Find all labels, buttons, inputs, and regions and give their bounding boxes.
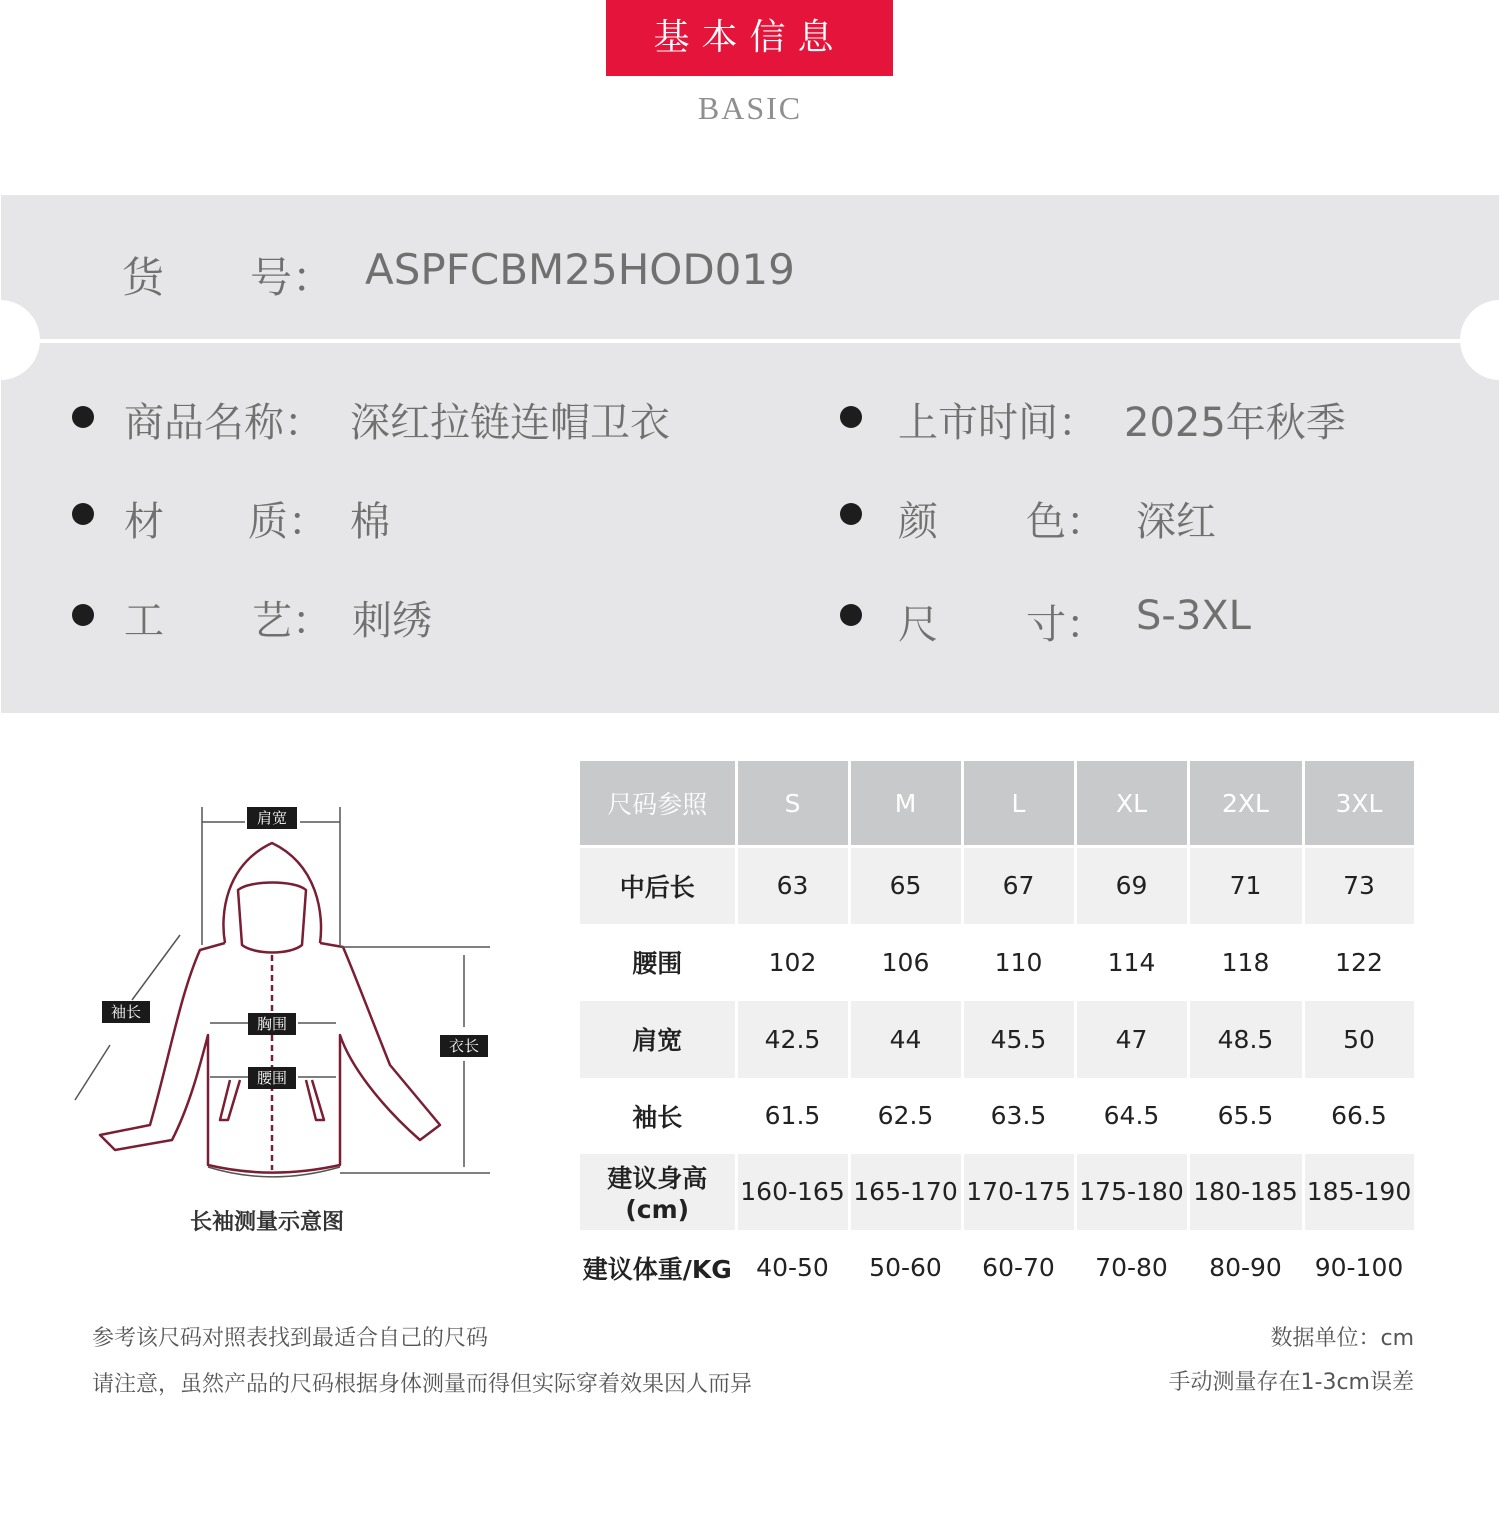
table-cell: 50-60	[849, 1230, 962, 1306]
table-cell: 160-165	[736, 1154, 849, 1230]
header-cell-reference: 尺码参照	[580, 761, 736, 847]
launch-time-label: 上市时间：	[898, 400, 1098, 446]
table-cell: 65	[849, 847, 962, 924]
header-cell-l: L	[962, 761, 1075, 847]
pocket-right	[306, 1080, 324, 1120]
row-header: 中后长	[580, 847, 736, 924]
bullet-icon	[72, 503, 94, 525]
row-header: 建议身高(cm)	[580, 1154, 736, 1230]
table-cell: 70-80	[1075, 1230, 1188, 1306]
table-row	[580, 847, 1415, 924]
table-cell: 47	[1075, 1001, 1188, 1078]
size-chart-table	[580, 761, 1417, 1306]
table-cell: 67	[962, 847, 1075, 924]
note-data-unit: 数据单位：cm	[1270, 1326, 1414, 1351]
material-label-b: 质：	[248, 499, 328, 545]
table-cell: 50	[1303, 1001, 1415, 1078]
table-cell: 71	[1188, 847, 1303, 924]
table-cell: 45.5	[962, 1001, 1075, 1078]
bullet-icon	[840, 604, 862, 626]
size-label-b: 寸：	[1026, 602, 1106, 648]
table-cell: 62.5	[849, 1078, 962, 1154]
craft-label-a: 工	[124, 598, 164, 644]
header-cell-xl: XL	[1075, 761, 1188, 847]
table-cell: 185-190	[1303, 1154, 1415, 1230]
table-row	[580, 1154, 1415, 1230]
label-length: 衣长	[448, 1037, 480, 1055]
table-cell: 60-70	[962, 1230, 1075, 1306]
table-cell: 64.5	[1075, 1078, 1188, 1154]
material-label-a: 材	[124, 499, 164, 545]
note-size-reference: 参考该尺码对照表找到最适合自己的尺码	[92, 1326, 489, 1351]
table-cell: 102	[736, 924, 849, 1001]
product-name-value: 深红拉链连帽卫衣	[350, 400, 670, 446]
sku-value: ASPFCBM25HOD019	[365, 245, 795, 294]
table-cell: 175-180	[1075, 1154, 1188, 1230]
section-title-banner: 基本信息	[606, 0, 893, 76]
table-cell: 44	[849, 1001, 962, 1078]
row-header: 肩宽	[580, 1001, 736, 1078]
craft-label-b: 艺：	[252, 598, 332, 644]
table-cell: 63	[736, 847, 849, 924]
table-cell: 66.5	[1303, 1078, 1415, 1154]
label-chest: 胸围	[256, 1015, 288, 1033]
table-cell: 73	[1303, 847, 1415, 924]
material-value: 棉	[350, 499, 390, 545]
table-cell: 180-185	[1188, 1154, 1303, 1230]
header-cell-m: M	[849, 761, 962, 847]
color-label-a: 颜	[898, 499, 938, 545]
table-cell: 80-90	[1188, 1230, 1303, 1306]
table-row	[580, 1230, 1415, 1306]
bullet-icon	[840, 503, 862, 525]
row-header: 袖长	[580, 1078, 736, 1154]
table-cell: 106	[849, 924, 962, 1001]
table-cell: 65.5	[1188, 1078, 1303, 1154]
panel-divider	[40, 339, 1460, 343]
table-cell: 61.5	[736, 1078, 849, 1154]
row-header: 建议体重/KG	[580, 1230, 736, 1306]
bullet-icon	[840, 406, 862, 428]
sku-label-a: 货	[122, 253, 165, 302]
diagram-caption: 长袖测量示意图	[190, 1210, 345, 1235]
table-cell: 48.5	[1188, 1001, 1303, 1078]
color-label-b: 色：	[1026, 499, 1106, 545]
note-measurement-error: 手动测量存在1-3cm误差	[1168, 1370, 1414, 1395]
product-name-label: 商品名称：	[124, 400, 324, 446]
header-cell-3xl: 3XL	[1303, 761, 1415, 847]
section-subtitle: BASIC	[697, 90, 803, 126]
hood-opening	[238, 883, 306, 953]
table-cell: 63.5	[962, 1078, 1075, 1154]
table-cell: 170-175	[962, 1154, 1075, 1230]
bullet-icon	[72, 406, 94, 428]
label-sleeve: 袖长	[110, 1003, 142, 1021]
launch-time-value: 2025年秋季	[1124, 400, 1346, 446]
table-header-row	[580, 761, 1415, 847]
table-cell: 118	[1188, 924, 1303, 1001]
table-cell: 122	[1303, 924, 1415, 1001]
table-cell: 40-50	[736, 1230, 849, 1306]
note-fit-disclaimer: 请注意，虽然产品的尺码根据身体测量而得但实际穿着效果因人而异	[92, 1372, 753, 1397]
table-row	[580, 1078, 1415, 1154]
table-row	[580, 1001, 1415, 1078]
size-range-value: S-3XL	[1136, 593, 1251, 639]
table-cell: 114	[1075, 924, 1188, 1001]
sku-label-b: 号：	[250, 253, 335, 302]
header-cell-2xl: 2XL	[1188, 761, 1303, 847]
header-cell-s: S	[736, 761, 849, 847]
craft-value: 刺绣	[352, 598, 432, 644]
table-row	[580, 924, 1415, 1001]
row-header: 腰围	[580, 924, 736, 1001]
table-cell: 69	[1075, 847, 1188, 924]
table-cell: 110	[962, 924, 1075, 1001]
bullet-icon	[72, 604, 94, 626]
hoodie-measurement-diagram	[50, 795, 500, 1185]
table-cell: 165-170	[849, 1154, 962, 1230]
color-value: 深红	[1136, 499, 1216, 545]
pocket-left	[220, 1080, 240, 1120]
table-cell: 90-100	[1303, 1230, 1415, 1306]
label-shoulder: 肩宽	[256, 809, 288, 827]
label-waist: 腰围	[256, 1069, 288, 1087]
size-label-a: 尺	[898, 602, 938, 648]
body-outline	[100, 943, 440, 1173]
table-cell: 42.5	[736, 1001, 849, 1078]
